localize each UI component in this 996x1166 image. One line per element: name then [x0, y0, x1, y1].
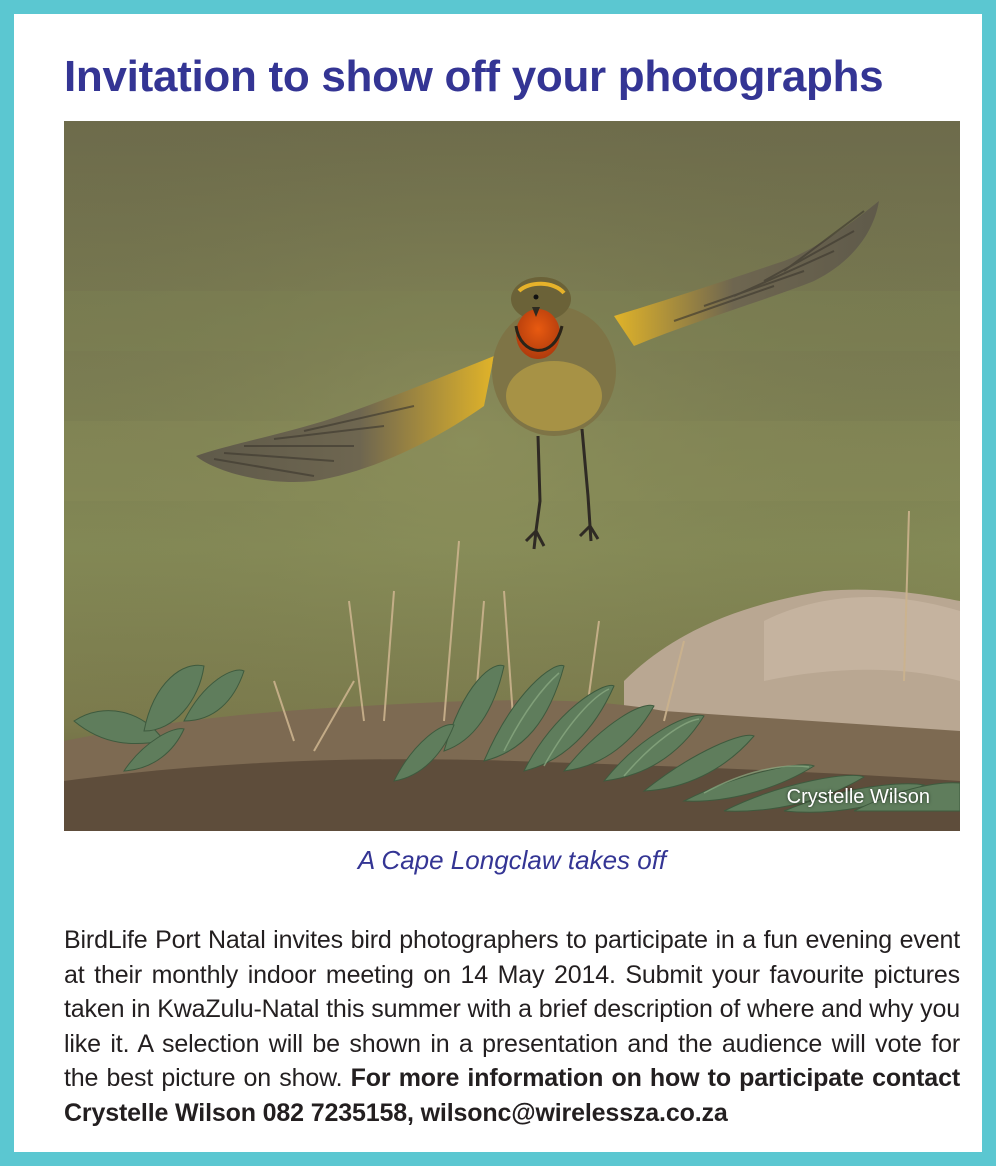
contact-info: For more information on how to participate contact Crystelle Wilson 082 7235158, wilsonc@wirelessza.co.za — [64, 1064, 960, 1127]
bird-photo — [64, 121, 960, 831]
body-paragraph — [64, 923, 960, 1130]
page-title: Invitation to show off your photographs — [64, 52, 884, 101]
body-text: BirdLife Port Natal invites bird photographers to participate in a fun evening event at their monthly indoor meeting on 14 May 2014. Submit your favourite pictures taken in KwaZulu-Natal this summer with a brief description of where and why you like it. A selection will be shown in a presentation and the audience will vote for the best picture on show. — [64, 926, 960, 1092]
photo-caption: A Cape Longclaw takes off — [357, 845, 667, 875]
photo-credit: Crystelle Wilson — [786, 786, 930, 808]
